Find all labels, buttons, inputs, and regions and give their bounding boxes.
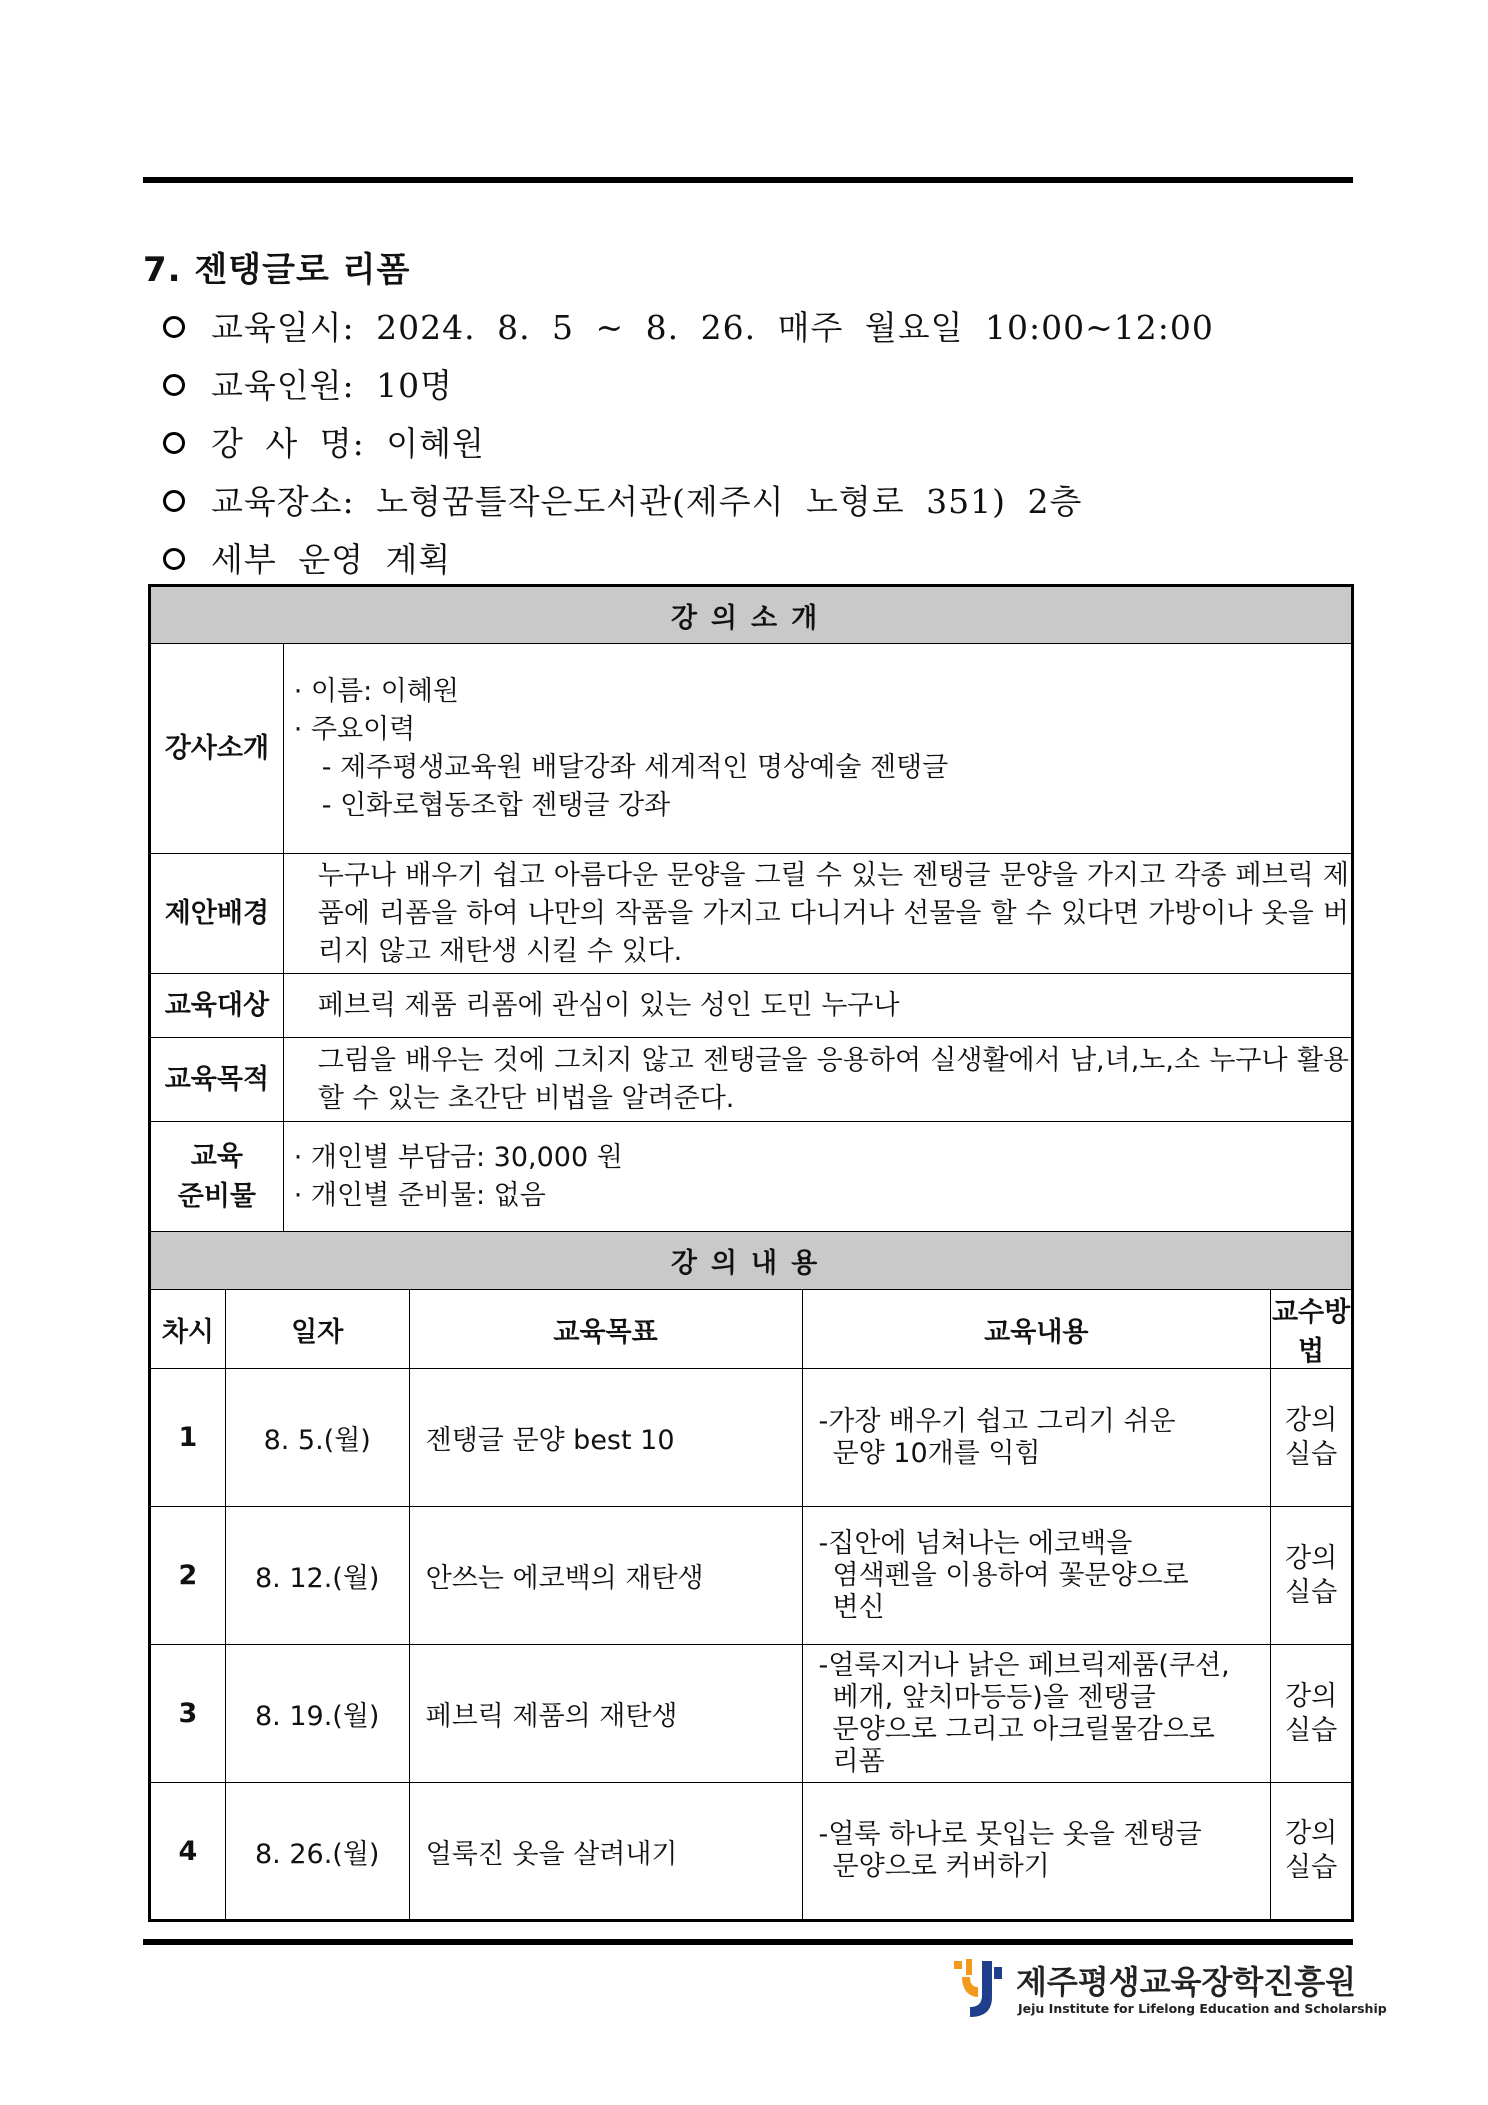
- info-line-date: 교육일시: 2024. 8. 5 ~ 8. 26. 매주 월요일 10:00~12:00: [163, 302, 1214, 349]
- target-text: 페브릭 제품 리폼에 관심이 있는 성인 도민 누구나: [283, 974, 1352, 1038]
- materials-supplies: · 개인별 준비물: 없음: [293, 1179, 546, 1211]
- instructor-label: 강사소개: [150, 644, 284, 854]
- background-label: 제안배경: [150, 854, 284, 974]
- session-content: -얼룩 하나로 못입는 옷을 젠탱글 문양으로 커버하기: [802, 1783, 1271, 1921]
- info-line-plan: 세부 운영 계획: [163, 534, 451, 581]
- target-label: 교육대상: [150, 974, 284, 1038]
- session-number: 1: [150, 1369, 226, 1507]
- materials-label: 교육 준비물: [150, 1122, 284, 1232]
- instructor-career: · 주요이력: [293, 713, 416, 745]
- target-row: [150, 974, 1353, 1038]
- header-date: 일자: [225, 1290, 409, 1369]
- session-method: 강의 실습: [1271, 1783, 1353, 1921]
- background-row: [150, 854, 1353, 974]
- session-date: 8. 19.(월): [225, 1645, 409, 1783]
- circle-bullet-icon: [163, 316, 185, 338]
- goal-text: 그림을 배우는 것에 그치지 않고 젠탱글을 응용하여 실생활에서 남,녀,노,소 누구나 활용할 수 있는 초간단 비법을 알려준다.: [283, 1038, 1352, 1122]
- org-name-en: Jeju Institute for Lifelong Education and Scholarship: [1018, 2001, 1387, 2016]
- session-goal: 젠탱글 문양 best 10: [409, 1369, 802, 1507]
- org-logo: [952, 1957, 1387, 2021]
- bottom-rule: [143, 1939, 1353, 1945]
- session-number: 3: [150, 1645, 226, 1783]
- goal-row: [150, 1038, 1353, 1122]
- circle-bullet-icon: [163, 548, 185, 570]
- session-method: 강의 실습: [1271, 1645, 1353, 1783]
- circle-bullet-icon: [163, 374, 185, 396]
- session-content: -집안에 넘쳐나는 에코백을 염색펜을 이용하여 꽃문양으로 변신: [802, 1507, 1271, 1645]
- session-goal: 안쓰는 에코백의 재탄생: [409, 1507, 802, 1645]
- plan-table: [148, 584, 1354, 1922]
- session-content: -가장 배우기 쉽고 그리기 쉬운 문양 10개를 익힘: [802, 1369, 1271, 1507]
- header-session: 차시: [150, 1290, 226, 1369]
- org-emblem-icon: [952, 1957, 1008, 2021]
- schedule-row: [150, 1645, 1353, 1783]
- section-title: 7. 젠탱글로 리폼: [143, 250, 411, 290]
- session-date: 8. 26.(월): [225, 1783, 409, 1921]
- schedule-row: [150, 1783, 1353, 1921]
- session-date: 8. 12.(월): [225, 1507, 409, 1645]
- header-method: 교수방법: [1271, 1290, 1353, 1369]
- goal-label: 교육목적: [150, 1038, 284, 1122]
- header-content: 교육내용: [802, 1290, 1271, 1369]
- session-content: -얼룩지거나 낡은 페브릭제품(쿠션, 베개, 앞치마등등)을 젠탱글 문양으로 그리고 아크릴물감으로 리폼: [802, 1645, 1271, 1783]
- session-number: 2: [150, 1507, 226, 1645]
- circle-bullet-icon: [163, 490, 185, 512]
- org-name: 제주평생교육장학진흥원: [1016, 1963, 1357, 2001]
- schedule-header-row: [150, 1290, 1353, 1369]
- career-item: - 제주평생교육원 배달강좌 세계적인 명상예술 젠탱글: [321, 751, 949, 783]
- session-method: 강의 실습: [1271, 1369, 1353, 1507]
- intro-band: [150, 586, 1353, 644]
- schedule-row: [150, 1507, 1353, 1645]
- schedule-band-title: 강의내용: [150, 1232, 1353, 1290]
- instructor-name: · 이름: 이혜원: [293, 675, 460, 707]
- schedule-row: [150, 1369, 1353, 1507]
- circle-bullet-icon: [163, 432, 185, 454]
- session-date: 8. 5.(월): [225, 1369, 409, 1507]
- session-goal: 페브릭 제품의 재탄생: [409, 1645, 802, 1783]
- background-text: 누구나 배우기 쉽고 아름다운 문양을 그릴 수 있는 젠탱글 문양을 가지고 각종 페브릭 제품에 리폼을 하여 나만의 작품을 가지고 다니거나 선물을 할 수 있다면 가방이나 옷을 버리지 않고 재탄생 시킬 수 있다.: [283, 854, 1352, 974]
- info-line-instructor: 강 사 명: 이혜원: [163, 418, 485, 465]
- materials-row: [150, 1122, 1353, 1232]
- session-method: 강의 실습: [1271, 1507, 1353, 1645]
- materials-cell: [283, 1122, 1352, 1232]
- session-number: 4: [150, 1783, 226, 1921]
- header-goal: 교육목표: [409, 1290, 802, 1369]
- career-item: - 인화로협동조합 젠탱글 강좌: [321, 789, 671, 821]
- instructor-cell: [283, 644, 1352, 854]
- session-goal: 얼룩진 옷을 살려내기: [409, 1783, 802, 1921]
- info-line-venue: 교육장소: 노형꿈틀작은도서관(제주시 노형로 351) 2층: [163, 476, 1082, 523]
- info-line-capacity: 교육인원: 10명: [163, 360, 453, 407]
- materials-cost: · 개인별 부담금: 30,000 원: [293, 1141, 623, 1173]
- intro-band-title: 강의소개: [150, 586, 1353, 644]
- instructor-row: [150, 644, 1353, 854]
- schedule-band: [150, 1232, 1353, 1290]
- top-rule: [143, 177, 1353, 183]
